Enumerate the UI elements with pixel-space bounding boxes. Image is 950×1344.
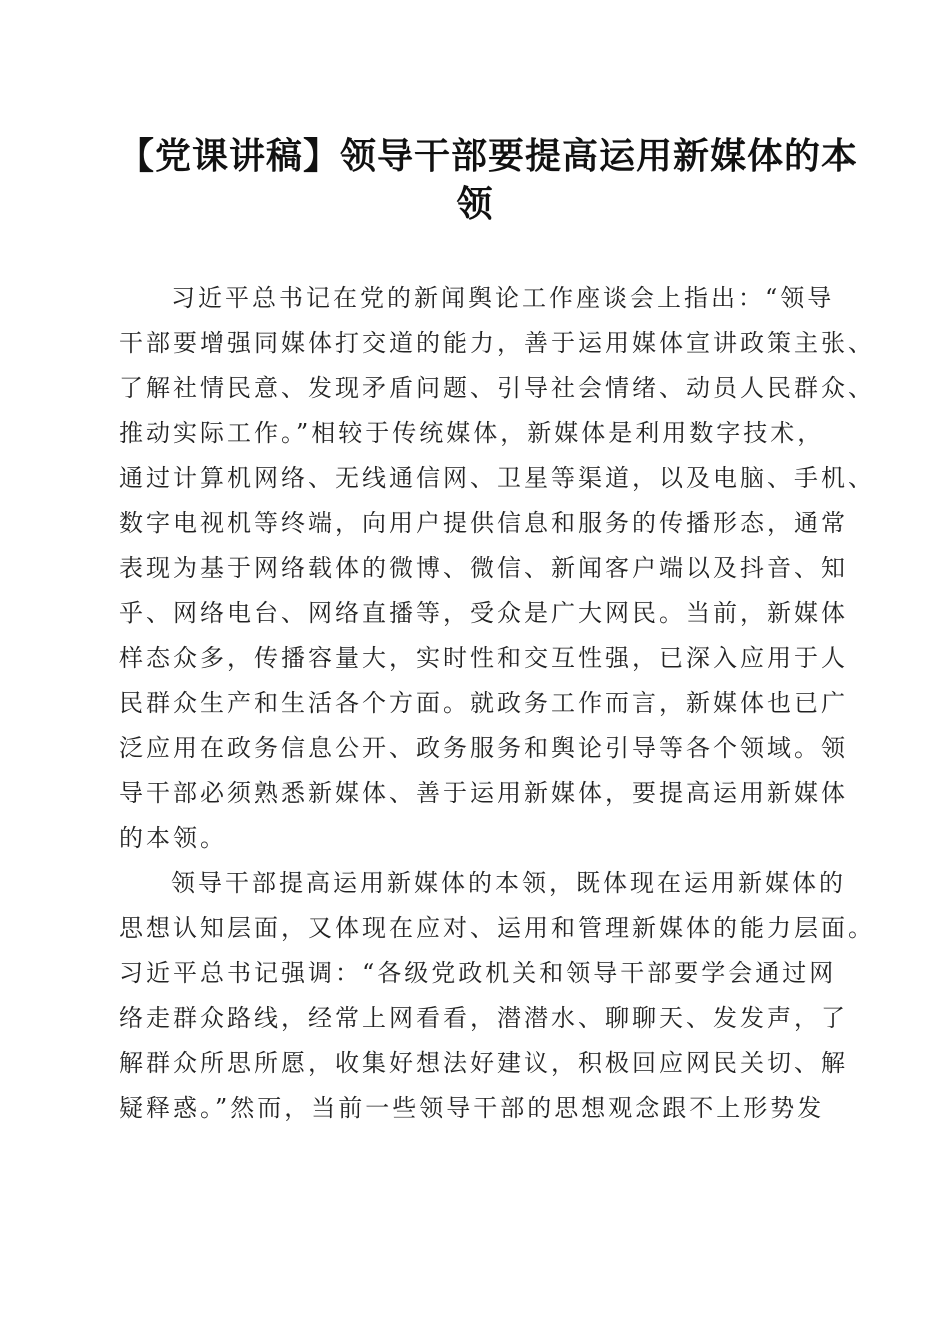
text-line: 干部要增强同媒体打交道的能力，善于运用媒体宣讲政策主张、 [119,329,875,357]
text-line: 解群众所思所愿，收集好想法好建议，积极回应网民关切、解 [119,1049,848,1077]
text-line: 习近平总书记强调：“各级党政机关和领导干部要学会通过网 [119,959,837,987]
text-line: 泛应用在政务信息公开、政务服务和舆论引导等各个领域。领 [119,734,848,762]
text-line: 数字电视机等终端，向用户提供信息和服务的传播形态，通常 [119,509,848,537]
text-line: 通过计算机网络、无线通信网、卫星等渠道，以及电脑、手机、 [119,464,875,492]
text-line: 领导干部提高运用新媒体的本领，既体现在运用新媒体的 [171,869,846,897]
text-line: 思想认知层面，又体现在应对、运用和管理新媒体的能力层面。 [119,914,875,942]
text-line: 乎、网络电台、网络直播等，受众是广大网民。当前，新媒体 [119,599,848,627]
document-title [118,133,859,229]
text-line: 推动实际工作。”相较于传统媒体，新媒体是利用数字技术， [119,419,825,447]
text-line: 疑释惑。”然而，当前一些领导干部的思想观念跟不上形势发 [119,1094,825,1122]
text-line: 导干部必须熟悉新媒体、善于运用新媒体，要提高运用新媒体 [119,779,848,807]
text-line: 样态众多，传播容量大，实时性和交互性强，已深入应用于人 [119,644,848,672]
text-line: 表现为基于网络载体的微博、微信、新闻客户端以及抖音、知 [119,554,848,582]
title-line: 领 [456,184,494,225]
text-line: 民群众生产和生活各个方面。就政务工作而言，新媒体也已广 [119,689,848,717]
text-line: 习近平总书记在党的新闻舆论工作座谈会上指出：“领导 [171,284,835,312]
text-line: 络走群众路线，经常上网看看，潜潜水、聊聊天、发发声，了 [119,1004,848,1032]
text-line: 的本领。 [119,824,227,852]
text-line: 了解社情民意、发现矛盾问题、引导社会情绪、动员人民群众、 [119,374,875,402]
title-line: 【党课讲稿】领导干部要提高运用新媒体的本 [118,136,859,177]
